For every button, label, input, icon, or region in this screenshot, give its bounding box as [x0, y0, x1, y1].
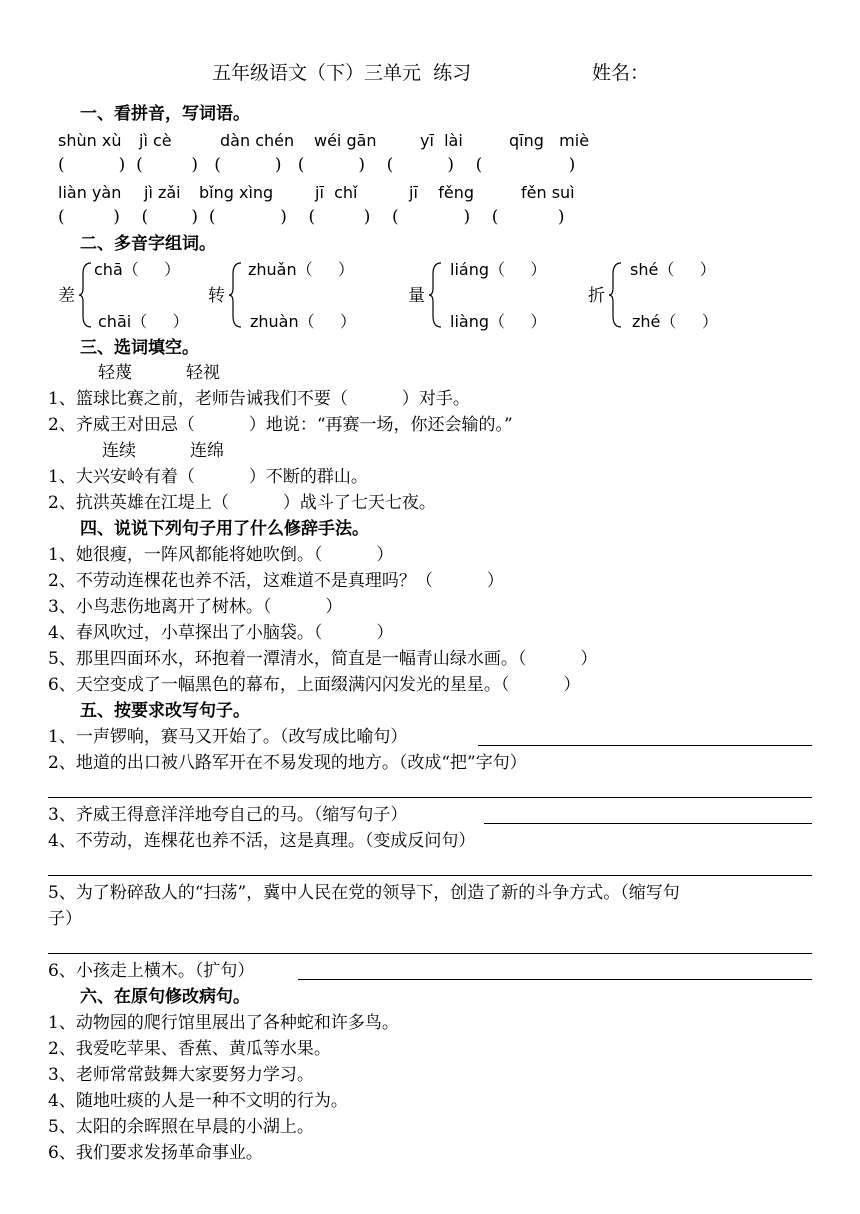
rewrite-question: 2、地道的出口被八路军开在不易发现的地方。（改成“把”字句） — [48, 753, 527, 773]
polyphone-reading: liáng（ ） — [450, 260, 547, 279]
fill-question: 2、抗洪英雄在江堤上（ ）战斗了七天七夜。 — [48, 493, 436, 513]
page-title: 五年级语文（下）三单元 练习 — [212, 62, 472, 84]
sentence-to-correct: 3、老师常常鼓舞大家要努力学习。 — [48, 1065, 314, 1085]
rhetoric-question: 2、不劳动连棵花也养不活，这难道不是真理吗？（ ） — [48, 571, 504, 591]
sentence-to-correct: 1、动物园的爬行馆里展出了各种蛇和许多鸟。 — [48, 1013, 399, 1033]
section-4-heading: 四、说说下列句子用了什么修辞手法。 — [80, 519, 369, 539]
word-choices: 轻蔑 轻视 — [98, 363, 221, 383]
section-2-heading: 二、多音字组词。 — [80, 234, 216, 254]
rewrite-question-continued: 子） — [48, 909, 82, 929]
pinyin-3: dàn chén — [220, 131, 295, 150]
sentence-to-correct: 6、我们要求发扬革命事业。 — [48, 1143, 263, 1163]
rhetoric-question: 5、那里四面环水，环抱着一潭清水，简直是一幅青山绿水画。（ ） — [48, 649, 598, 669]
pinyin-6: qīng miè — [509, 131, 590, 150]
name-label: 姓名： — [592, 62, 650, 84]
brace-icon — [78, 262, 90, 328]
fill-question: 2、齐威王对田忌（ ）地说：“再赛一场，你还会输的。” — [48, 415, 513, 435]
rewrite-question: 5、为了粉碎敌人的“扫荡”，冀中人民在党的领导下，创造了新的斗争方式。（缩写句 — [48, 883, 680, 903]
brace-icon — [428, 262, 440, 328]
pinyin-5: yī lài — [420, 131, 463, 150]
rhetoric-question: 4、春风吹过，小草探出了小脑袋。（ ） — [48, 623, 394, 643]
pinyin-4: wéi gān — [314, 131, 377, 150]
polyphone-reading: chā（ ） — [94, 260, 181, 279]
section-1-heading: 一、看拼音，写词语。 — [80, 104, 250, 124]
rhetoric-question: 6、天空变成了一幅黑色的幕布，上面缀满闪闪发光的星星。（ ） — [48, 675, 581, 695]
polyphone-char: 差 — [58, 286, 75, 306]
answer-line[interactable] — [48, 875, 812, 876]
fill-question: 1、篮球比赛之前，老师告诫我们不要（ ）对手。 — [48, 389, 470, 409]
answer-line[interactable] — [484, 823, 812, 824]
rewrite-question: 6、小孩走上横木。（扩句） — [48, 961, 255, 981]
polyphone-reading: chāi（ ） — [98, 312, 189, 331]
sentence-to-correct: 2、我爱吃苹果、香蕉、黄瓜等水果。 — [48, 1039, 331, 1059]
section-3-heading: 三、选词填空。 — [80, 338, 199, 358]
answer-line[interactable] — [48, 797, 812, 798]
brace-icon — [228, 262, 240, 328]
rewrite-question: 4、不劳动，连棵花也养不活，这是真理。（变成反问句） — [48, 831, 476, 851]
rhetoric-question: 3、小鸟悲伤地离开了树林。（ ） — [48, 597, 343, 617]
rewrite-question: 3、齐威王得意洋洋地夸自己的马。（缩写句子） — [48, 805, 408, 825]
answer-parens-row-2: ( ) ( ) ( ) ( ) ( ) ( ) — [58, 207, 565, 227]
rewrite-question: 1、一声锣响，赛马又开始了。（改写成比喻句） — [48, 727, 408, 747]
pinyin-12: fěn suì — [521, 183, 575, 202]
pinyin-8: jì zǎi — [144, 183, 181, 202]
sentence-to-correct: 4、随地吐痰的人是一种不文明的行为。 — [48, 1091, 348, 1111]
rhetoric-question: 1、她很瘦，一阵风都能将她吹倒。（ ） — [48, 545, 394, 565]
polyphone-char: 量 — [408, 286, 425, 306]
pinyin-7: liàn yàn — [58, 183, 122, 202]
section-6-heading: 六、在原句修改病句。 — [80, 987, 250, 1007]
brace-icon — [608, 262, 620, 328]
word-choices: 连续 连绵 — [102, 441, 225, 461]
answer-line[interactable] — [478, 745, 812, 746]
answer-parens-row-1: ( ) ( ) ( ) ( ) ( ) ( ) — [58, 155, 576, 175]
pinyin-10: jī chǐ — [315, 183, 358, 202]
pinyin-9: bǐng xìng — [199, 183, 274, 202]
pinyin-2: jì cè — [139, 131, 172, 150]
polyphone-reading: zhuàn（ ） — [250, 312, 357, 331]
pinyin-11: jī fěng — [409, 183, 475, 202]
polyphone-reading: liàng（ ） — [450, 312, 547, 331]
polyphone-reading: zhuǎn（ ） — [248, 260, 355, 279]
polyphone-reading: zhé（ ） — [632, 312, 718, 331]
pinyin-1: shùn xù — [58, 131, 122, 150]
polyphone-char: 折 — [588, 286, 605, 306]
fill-question: 1、大兴安岭有着（ ）不断的群山。 — [48, 467, 368, 487]
answer-line[interactable] — [298, 979, 812, 980]
sentence-to-correct: 5、太阳的余晖照在早晨的小湖上。 — [48, 1117, 314, 1137]
polyphone-reading: shé（ ） — [630, 260, 716, 279]
polyphone-char: 转 — [208, 286, 225, 306]
section-5-heading: 五、按要求改写句子。 — [80, 701, 250, 721]
answer-line[interactable] — [48, 953, 812, 954]
